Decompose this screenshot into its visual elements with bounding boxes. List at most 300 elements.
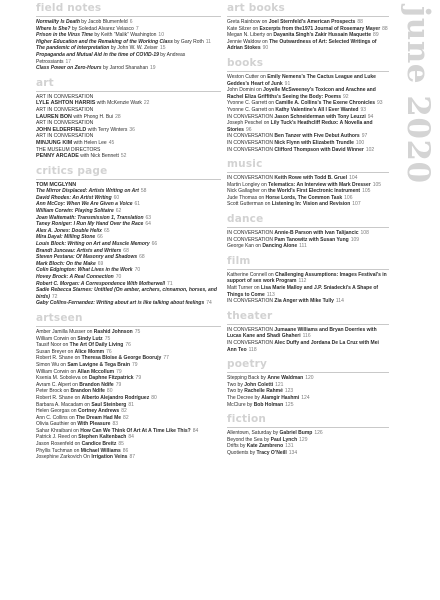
entry-lead: Simon Wu on <box>36 361 68 368</box>
entry-detail: Ben Tanzer with Five Debut Authors <box>274 133 360 140</box>
entry-lead: Josephine Zarkovich On <box>36 454 92 461</box>
toc-entry[interactable] <box>36 100 221 107</box>
section-heading-dance: dance <box>227 213 264 226</box>
entry-lead: The Mirror Displaced: Artists Writing on Art <box>36 188 139 195</box>
toc-entry[interactable] <box>227 450 389 457</box>
entry-lead: Weston Cutter on <box>227 73 268 80</box>
entry-lead: Colin Edgington: What Lives in the Work <box>36 267 133 274</box>
entry-lead: Patrick J. Reed on <box>36 434 79 441</box>
entry-lead: Hovey Brock: A Real Connection <box>36 274 114 280</box>
toc-entry[interactable] <box>227 175 389 182</box>
entry-lead: Class Power on Zero-Hours <box>36 65 102 72</box>
page-number: 75 <box>104 335 111 342</box>
page-number: 80 <box>106 388 113 395</box>
entry-detail: The Art Of Daily Living <box>69 342 124 349</box>
page-number: 77 <box>163 355 169 362</box>
toc-entry[interactable] <box>227 382 389 389</box>
section-heading-field-notes: field notes <box>36 2 102 14</box>
page-number: 70 <box>134 267 141 274</box>
entry-lead: Sadie Rebecca Starnes: Untitled (On amber, archers, cinnamon, horses, and birds) <box>36 287 217 300</box>
toc-left-column <box>36 3 221 461</box>
toc-entry[interactable] <box>36 39 221 46</box>
page-number: 105 <box>362 188 371 195</box>
entry-detail: Nick Flynn with Elizabeth Trundle <box>274 139 354 146</box>
toc-entry[interactable] <box>227 114 389 121</box>
entry-detail: Allan Mccollum <box>77 368 115 375</box>
entry-detail: Paul Lynch <box>270 436 298 443</box>
entry-lead: MINJUNG KIM <box>36 139 73 146</box>
entry-lead: William Corwin on <box>36 368 78 375</box>
toc-entry[interactable] <box>36 454 221 461</box>
page-number: 80 <box>151 394 157 401</box>
page-number: 81 <box>128 401 134 408</box>
toc-entry[interactable] <box>36 248 221 255</box>
entry-lead: IN CONVERSATION <box>227 139 275 146</box>
toc-entry[interactable] <box>36 267 221 274</box>
section-heading-poetry: poetry <box>227 358 268 371</box>
entry-lead: IN CONVERSATION <box>227 340 275 346</box>
entry-detail: Challenging Assumptions: Images Festival’s in support of sex work Program <box>227 271 387 285</box>
section-heading-theater: theater <box>227 309 273 322</box>
page-number: 109 <box>350 236 360 243</box>
toc-entry[interactable] <box>36 274 221 281</box>
toc-entry[interactable] <box>227 437 389 444</box>
toc-entry[interactable] <box>36 241 221 248</box>
entry-lead: Robert R. Shane on <box>36 355 82 362</box>
entry-lead: IN CONVERSATION <box>227 326 275 333</box>
entry-detail: Irrigation Veins <box>91 454 128 461</box>
entry-lead: The pandemic of interpretation <box>36 45 110 52</box>
entry-detail: Michael Williams <box>80 447 121 454</box>
section-heading-art-books: art books <box>227 2 285 14</box>
toc-entry[interactable] <box>36 94 221 101</box>
toc-entry[interactable] <box>227 237 389 244</box>
entry-lead: Sahar Khraibani on <box>36 427 81 434</box>
toc-entry[interactable] <box>36 234 221 241</box>
toc-entry[interactable] <box>36 140 221 147</box>
entry-detail: The Outwardness of Art: Selected Writings of Adrian Stokes <box>227 38 377 52</box>
entry-detail: Lisa Marie Malloy and J.P. Sniadecki’s A Shape of Things to Come <box>227 285 379 298</box>
toc-entry[interactable] <box>227 430 389 437</box>
entry-lead: PENNY ARCADE <box>36 153 79 160</box>
toc-entry[interactable] <box>36 182 221 189</box>
toc-entry[interactable] <box>36 395 221 402</box>
toc-entry[interactable] <box>227 133 389 140</box>
entry-detail: Horse Lords, The Common Task <box>265 194 343 201</box>
page-number: 7 <box>135 25 139 32</box>
entry-lead: IN CONVERSATION <box>227 133 275 140</box>
toc-entry[interactable] <box>36 388 221 395</box>
issue-date-title: june 2020 <box>400 6 436 184</box>
entry-lead: ART IN CONVERSATION <box>36 106 94 113</box>
entry-detail: Brandon Ndife <box>70 388 105 395</box>
entry-detail: Daphne Fitzpatrick <box>88 375 134 382</box>
entry-lead: Allentown, Saturday by <box>227 430 280 437</box>
page-number: 91 <box>284 80 291 87</box>
section-divider <box>227 324 389 325</box>
page-number: 93 <box>360 106 367 113</box>
entry-detail: How Can We Think Of Art At A Time Like This? <box>80 427 191 434</box>
toc-entry[interactable] <box>227 39 389 52</box>
entry-detail: Bob Holman <box>253 401 284 408</box>
toc-entry[interactable] <box>36 120 221 127</box>
entry-lead: IN CONVERSATION <box>227 298 275 305</box>
entry-detail: Kathy Valentine’s All I Ever Wanted <box>275 106 359 113</box>
toc-entry[interactable] <box>36 329 221 336</box>
page-number: 116 <box>302 333 311 340</box>
page-number: 74 <box>206 300 212 307</box>
toc-entry[interactable] <box>227 340 389 353</box>
page-number: 79 <box>132 361 138 368</box>
entry-detail: Sam Lavigne & Tega Brain <box>67 361 131 368</box>
entry-detail: Zia Anger with Mike Tully <box>274 298 334 305</box>
page-number: 112 <box>298 278 307 285</box>
toc-entry[interactable] <box>227 195 389 202</box>
entry-detail: Clifford Thompson with David Winner <box>274 146 364 153</box>
entry-detail: Telematics: An Interview with Mark Dresser <box>268 181 371 188</box>
page-number: 22 <box>143 100 150 107</box>
entry-detail: by Gary Roth <box>172 38 204 45</box>
section-heading-books: books <box>227 56 264 69</box>
entry-detail: Kate Zambreno <box>246 443 284 450</box>
page-number: 86 <box>122 447 129 454</box>
entry-lead: Robert R. Shane on <box>36 394 82 401</box>
page-number: 58 <box>140 188 147 195</box>
toc-entry[interactable] <box>36 195 221 202</box>
entry-lead: THE MUSEUM DIRECTORS <box>36 146 101 153</box>
entry-detail: Joel Sternfeld’s American Prospects <box>268 19 356 25</box>
entry-lead: Robert C. Morgan: A Correspondence With Motherwell <box>36 280 166 287</box>
entry-lead: Ann McCoy: When We Are Given a Voice <box>36 201 133 208</box>
toc-entry[interactable] <box>36 382 221 389</box>
toc-entry[interactable] <box>227 87 389 100</box>
toc-entry[interactable] <box>227 32 389 39</box>
entry-detail: Gabriel Bump <box>279 430 313 437</box>
entry-lead: Stepping Back by <box>227 375 268 382</box>
toc-entry[interactable] <box>36 287 221 300</box>
page-number: 131 <box>285 443 294 450</box>
toc-entry[interactable] <box>227 402 389 409</box>
toc-entry[interactable] <box>36 369 221 376</box>
toc-entry[interactable] <box>36 421 221 428</box>
entry-detail: Anne Waldman <box>267 375 304 382</box>
toc-entry[interactable] <box>36 415 221 422</box>
toc-entry[interactable] <box>36 355 221 362</box>
section-heading-art: art <box>36 76 54 89</box>
page-number: 104 <box>349 175 358 182</box>
toc-entry[interactable] <box>36 441 221 448</box>
page-number: 15 <box>159 45 166 52</box>
entry-detail: Alice Momm <box>74 348 105 355</box>
entry-detail: Jumaane Williams and Bryan Doerries with Lucas Kane and Shadi Ghaheri <box>227 326 377 340</box>
entry-lead: Yvonne C. Garrett on <box>227 106 276 113</box>
page-number: 88 <box>357 19 363 25</box>
page-number: 111 <box>299 243 307 250</box>
page-number: 84 <box>192 427 199 434</box>
page-number: 105 <box>372 181 382 188</box>
page-number: 70 <box>115 274 122 280</box>
entry-lead: IN CONVERSATION <box>227 236 275 243</box>
entry-lead: Quotients by <box>227 449 257 456</box>
toc-entry[interactable] <box>36 408 221 415</box>
entry-detail: Theresa Bloise & George Boorujy <box>81 355 162 362</box>
entry-lead: John Domini on <box>227 87 264 94</box>
entry-lead: William Corwin on <box>36 335 78 342</box>
page-number: 64 <box>145 221 151 228</box>
toc-entry[interactable] <box>36 261 221 268</box>
page-number: 28 <box>115 113 121 120</box>
entry-detail: Candice Breitz <box>81 441 117 448</box>
toc-entry[interactable] <box>36 254 221 261</box>
page-number: 87 <box>129 454 135 461</box>
entry-lead: Brandt Junceau: Artists and Writers <box>36 247 122 254</box>
toc-entry[interactable] <box>36 45 221 52</box>
page-number: 19 <box>150 65 156 72</box>
section-heading-critics-page: critics page <box>36 164 108 177</box>
page-number: 65 <box>103 227 110 234</box>
toc-entry[interactable] <box>36 342 221 349</box>
entry-detail: Brandon Ndife <box>79 381 114 388</box>
page-number: 84 <box>128 434 134 441</box>
toc-entry[interactable] <box>227 19 389 26</box>
toc-entry[interactable] <box>227 201 389 208</box>
entry-lead: Alex A. Jones: Double Helix <box>36 227 102 234</box>
entry-lead: Joseph Peschel on <box>227 120 271 127</box>
toc-entry[interactable] <box>36 349 221 356</box>
page-number: 134 <box>288 449 298 456</box>
entry-lead: Avram C. Alpert on <box>36 381 80 388</box>
toc-entry[interactable] <box>227 285 389 298</box>
toc-entry[interactable] <box>36 215 221 222</box>
entry-detail: Pam Tanowitz with Susan Yung <box>274 236 349 243</box>
toc-entry[interactable] <box>227 388 389 395</box>
toc-entry[interactable] <box>36 52 221 65</box>
toc-entry[interactable] <box>36 336 221 343</box>
toc-entry[interactable] <box>36 32 221 39</box>
toc-entry[interactable] <box>36 26 221 33</box>
entry-detail: by Jacob Blumenfeld <box>79 19 128 25</box>
entry-lead: Jude Thomas on <box>227 194 266 201</box>
page-number: 118 <box>248 346 257 353</box>
section-divider <box>227 71 389 72</box>
entry-lead: IN CONVERSATION <box>227 146 275 153</box>
page-number: 106 <box>344 194 353 201</box>
entry-lead: LYLE ASHTON HARRIS <box>36 100 96 107</box>
entry-detail: The Dream Had Me <box>76 414 122 421</box>
entry-lead: Higher Education and the Remaking of the Working Class <box>36 38 173 45</box>
entry-lead: Normality Is Death <box>36 19 80 25</box>
entry-lead: ART IN CONVERSATION <box>36 120 94 127</box>
page-number: 17 <box>65 58 72 65</box>
page-number: 83 <box>112 421 119 428</box>
toc-entry[interactable] <box>227 298 389 305</box>
toc-entry[interactable] <box>36 221 221 228</box>
toc-entry[interactable] <box>36 208 221 215</box>
toc-entry[interactable] <box>227 327 389 340</box>
entry-lead: ART IN CONVERSATION <box>36 93 94 100</box>
toc-entry[interactable] <box>36 281 221 288</box>
entry-lead: Katherine Connell on <box>227 271 276 278</box>
section-divider <box>36 326 221 327</box>
toc-entry[interactable] <box>227 147 389 154</box>
toc-right-column <box>227 3 389 457</box>
toc-entry[interactable] <box>36 448 221 455</box>
section-divider <box>227 172 389 173</box>
toc-entry[interactable] <box>227 230 389 237</box>
toc-entry[interactable] <box>36 434 221 441</box>
entry-detail: Annie-B Parson with Ivan Talijancic <box>274 230 359 237</box>
section-divider <box>227 227 389 228</box>
toc-entry[interactable] <box>36 201 221 208</box>
page-number: 94 <box>367 113 374 120</box>
toc-entry[interactable] <box>36 147 221 154</box>
entry-lead: Joan Waltemath: Transmission 1, Translation <box>36 214 144 221</box>
page-number: 96 <box>245 126 252 133</box>
page-number: 85 <box>118 441 124 448</box>
toc-entry[interactable] <box>36 153 221 160</box>
toc-entry[interactable] <box>227 140 389 147</box>
page-number: 125 <box>285 401 294 408</box>
toc-entry[interactable] <box>227 395 389 402</box>
page-number: 62 <box>115 208 122 215</box>
toc-entry[interactable] <box>36 300 221 307</box>
toc-entry[interactable] <box>227 182 389 189</box>
entry-lead: LAUREN BON <box>36 113 72 120</box>
entry-lead: Where Is She? <box>36 25 71 32</box>
entry-lead: Jennie Waldow on <box>227 38 270 45</box>
entry-lead: Mark Bloch: On the Make <box>36 260 96 267</box>
entry-lead: Ksenia M. Soboleva on <box>36 375 89 382</box>
entry-lead: Kate Silzer on <box>227 25 260 32</box>
page-number: 63 <box>145 214 152 221</box>
page-number: 129 <box>299 436 308 443</box>
toc-entry[interactable] <box>36 375 221 382</box>
entry-lead: Taney Roniger: I Run My Hand Over the Race <box>36 221 144 228</box>
page-number: 52 <box>120 153 127 160</box>
entry-detail: by Andreas Petrossiants <box>36 51 186 65</box>
section-divider <box>36 91 221 92</box>
entry-detail: Dancing Alone <box>262 243 298 250</box>
toc-entry[interactable] <box>227 100 389 107</box>
toc-entry[interactable] <box>36 107 221 114</box>
toc-entry[interactable] <box>227 443 389 450</box>
section-divider <box>227 269 389 270</box>
toc-entry[interactable] <box>36 188 221 195</box>
entry-detail: with McKenzie Wark <box>95 100 142 107</box>
entry-detail: Saul Steinberg <box>91 401 127 408</box>
entry-lead: TOM MCGLYNN <box>36 181 77 188</box>
section-heading-music: music <box>227 158 263 171</box>
toc-entry[interactable] <box>227 188 389 195</box>
toc-entry[interactable] <box>227 272 389 285</box>
entry-detail: Dayanita Singh’s Zakir Hussain Maquette <box>273 32 372 39</box>
page-number: 79 <box>135 375 142 382</box>
toc-entry[interactable] <box>36 428 221 435</box>
page-number: 88 <box>382 25 388 32</box>
section-heading-artseen: artseen <box>36 311 83 324</box>
section-divider <box>36 179 221 180</box>
page-number: 121 <box>275 381 284 388</box>
entry-lead: Two by <box>227 388 245 395</box>
page-number: 72 <box>51 293 58 300</box>
toc-entry[interactable] <box>36 362 221 369</box>
toc-entry[interactable] <box>227 107 389 114</box>
entry-detail: Rachelle Rahmé <box>244 388 283 395</box>
toc-entry[interactable] <box>36 114 221 121</box>
page-number: 107 <box>352 201 361 208</box>
entry-lead: IN CONVERSATION <box>227 230 275 237</box>
entry-lead: Greta Rainbow on <box>227 19 269 25</box>
page-number: 71 <box>167 280 173 287</box>
entry-detail: with Terry Winters <box>86 126 128 133</box>
page-number: 92 <box>343 93 349 100</box>
entry-detail: Lily Tuck’s Heathcliff Redux: A Novella and Stories <box>227 120 373 133</box>
entry-lead: William Corwin: Playing Solitaire <box>36 208 114 215</box>
page-number: 76 <box>125 342 131 349</box>
page-number: 79 <box>115 381 122 388</box>
entry-detail: by Soledad Álvarez Velasco <box>70 25 134 32</box>
page-number: 97 <box>361 133 368 140</box>
toc-entry[interactable] <box>227 375 389 382</box>
entry-detail: Tracy O’Neill <box>256 449 287 456</box>
toc-entry[interactable] <box>227 120 389 133</box>
toc-entry[interactable] <box>227 74 389 87</box>
page-number: 108 <box>360 230 369 237</box>
toc-entry[interactable] <box>36 19 221 26</box>
entry-detail: with Phong H. Bui <box>71 113 114 120</box>
entry-detail: the World’s First Electronic Instrument <box>268 188 361 195</box>
page-number: 90 <box>262 45 269 52</box>
entry-lead: ART IN CONVERSATION <box>36 133 94 140</box>
entry-lead: Megan N. Liberty on <box>227 32 274 39</box>
entry-detail: Alec Duffy and Jordana De La Cruz with Mei Ann Teo <box>227 340 379 353</box>
page-number: 10 <box>158 32 164 39</box>
entry-detail: Cortney Andrews <box>77 408 120 415</box>
page-number: 36 <box>129 126 135 133</box>
entry-lead: Tausif Noor on <box>36 342 70 349</box>
page-number: 66 <box>97 234 103 241</box>
entry-detail: Alamgir Hashmi <box>261 394 300 401</box>
toc-entry[interactable] <box>36 228 221 235</box>
entry-lead: Propaganda and Mutual Aid in the time of COVID-19 <box>36 51 159 58</box>
section-heading-film: film <box>227 254 251 267</box>
page-number: 68 <box>139 254 145 261</box>
entry-lead: Phyllis Tuchman on <box>36 447 81 454</box>
entry-lead: Gaby Collins-Fernandez: Writing about art is like talking about feelings <box>36 300 205 307</box>
page-number: 114 <box>335 298 344 305</box>
page-number: 126 <box>314 430 323 437</box>
entry-lead: IN CONVERSATION <box>227 175 275 182</box>
toc-entry[interactable] <box>227 26 389 33</box>
section-heading-fiction: fiction <box>227 413 267 426</box>
toc-entry[interactable] <box>36 65 221 72</box>
entry-lead: Amber Jamilla Musser on <box>36 328 94 335</box>
entry-lead: Scott Gutterman on <box>227 201 272 208</box>
entry-detail: Jason Schneiderman with Tony Leuzzi <box>274 113 366 120</box>
entry-lead: Prison in the Virus Time <box>36 32 93 39</box>
toc-entry[interactable] <box>36 133 221 140</box>
page-number: 66 <box>151 241 158 248</box>
entry-lead: Jason Rosenfeld on <box>36 441 82 448</box>
entry-detail: Alberto Alejandro Rodríguez <box>81 394 150 401</box>
page-number: 82 <box>123 414 129 421</box>
page-number: 89 <box>373 32 379 39</box>
toc-entry[interactable] <box>36 127 221 134</box>
toc-entry[interactable] <box>227 243 389 250</box>
toc-entry[interactable] <box>36 402 221 409</box>
entry-detail: John Coletti <box>244 381 274 388</box>
page-number: 69 <box>97 260 104 267</box>
